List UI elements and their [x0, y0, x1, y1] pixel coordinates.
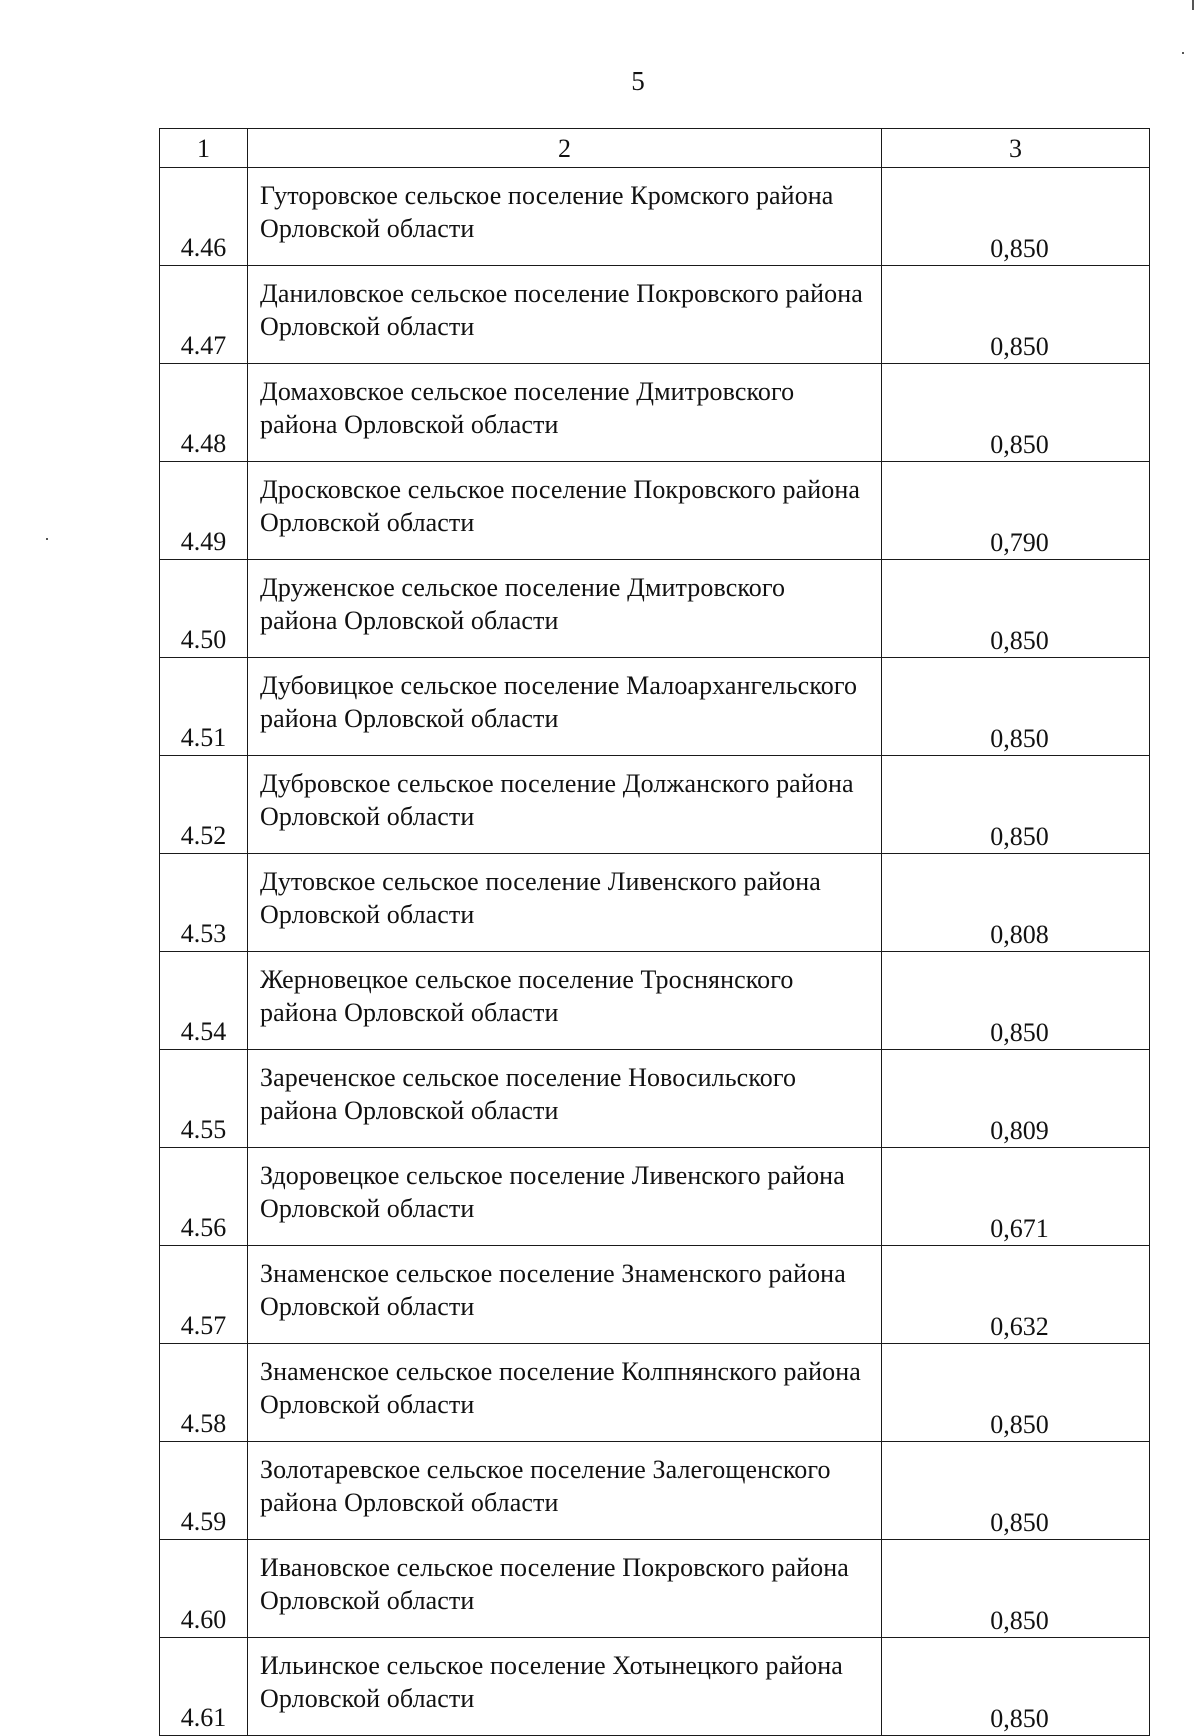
coefficient-value: 0,671: [882, 1148, 1150, 1246]
coefficient-value: 0,850: [882, 364, 1150, 462]
coefficient-value: 0,808: [882, 854, 1150, 952]
settlement-name: Даниловское сельское поселение Покровского района Орловской области: [248, 266, 882, 364]
scan-speck: [1192, 0, 1194, 10]
settlement-coefficient-table: [159, 128, 1150, 1736]
settlement-name: Домаховское сельское поселение Дмитровского района Орловской области: [248, 364, 882, 462]
row-number: 4.48: [160, 364, 248, 462]
settlement-name: Дросковское сельское поселение Покровского района Орловской области: [248, 462, 882, 560]
coefficient-value: 0,850: [882, 168, 1150, 266]
coefficient-value: 0,850: [882, 1442, 1150, 1540]
settlement-name: Зареченское сельское поселение Новосильского района Орловской области: [248, 1050, 882, 1148]
table-row: [160, 1442, 1150, 1540]
row-number: 4.46: [160, 168, 248, 266]
coefficient-value: 0,850: [882, 560, 1150, 658]
row-number: 4.60: [160, 1540, 248, 1638]
row-number: 4.53: [160, 854, 248, 952]
row-number: 4.59: [160, 1442, 248, 1540]
column-header-3: 3: [882, 129, 1150, 168]
scan-speck: [1182, 52, 1184, 54]
row-number: 4.47: [160, 266, 248, 364]
coefficient-value: 0,850: [882, 1638, 1150, 1736]
row-number: 4.57: [160, 1246, 248, 1344]
table-row: [160, 364, 1150, 462]
settlement-name: Гуторовское сельское поселение Кромского района Орловской области: [248, 168, 882, 266]
settlement-name: Дубовицкое сельское поселение Малоархангельского района Орловской области: [248, 658, 882, 756]
table-row: [160, 168, 1150, 266]
row-number: 4.61: [160, 1638, 248, 1736]
coefficient-value: 0,809: [882, 1050, 1150, 1148]
row-number: 4.55: [160, 1050, 248, 1148]
settlement-name: Знаменское сельское поселение Колпнянского района Орловской области: [248, 1344, 882, 1442]
table-row: [160, 1246, 1150, 1344]
row-number: 4.50: [160, 560, 248, 658]
settlement-name: Дубровское сельское поселение Должанского района Орловской области: [248, 756, 882, 854]
row-number: 4.49: [160, 462, 248, 560]
coefficient-value: 0,850: [882, 1344, 1150, 1442]
table-row: [160, 658, 1150, 756]
table-row: [160, 1344, 1150, 1442]
table-row: [160, 1148, 1150, 1246]
row-number: 4.58: [160, 1344, 248, 1442]
row-number: 4.54: [160, 952, 248, 1050]
column-header-2: 2: [248, 129, 882, 168]
table-row: [160, 462, 1150, 560]
table-row: [160, 560, 1150, 658]
settlement-name: Ивановское сельское поселение Покровского района Орловской области: [248, 1540, 882, 1638]
scan-speck: [46, 538, 48, 540]
settlement-name: Дутовское сельское поселение Ливенского района Орловской области: [248, 854, 882, 952]
settlement-name: Друженское сельское поселение Дмитровского района Орловской области: [248, 560, 882, 658]
coefficient-value: 0,850: [882, 266, 1150, 364]
page-number: 5: [631, 66, 645, 96]
settlement-name: Ильинское сельское поселение Хотынецкого района Орловской области: [248, 1638, 882, 1736]
settlement-name: Жерновецкое сельское поселение Троснянского района Орловской области: [248, 952, 882, 1050]
settlement-name: Знаменское сельское поселение Знаменского района Орловской области: [248, 1246, 882, 1344]
coefficient-value: 0,850: [882, 952, 1150, 1050]
table-row: [160, 266, 1150, 364]
table-row: [160, 854, 1150, 952]
table-row: [160, 1050, 1150, 1148]
table-row: [160, 952, 1150, 1050]
coefficient-value: 0,850: [882, 756, 1150, 854]
coefficient-value: 0,850: [882, 1540, 1150, 1638]
table-header-row: [160, 129, 1150, 168]
row-number: 4.56: [160, 1148, 248, 1246]
coefficient-value: 0,790: [882, 462, 1150, 560]
row-number: 4.52: [160, 756, 248, 854]
row-number: 4.51: [160, 658, 248, 756]
column-header-1: 1: [160, 129, 248, 168]
table-row: [160, 756, 1150, 854]
table-row: [160, 1638, 1150, 1736]
settlement-name: Золотаревское сельское поселение Залегощенского района Орловской области: [248, 1442, 882, 1540]
coefficient-value: 0,850: [882, 658, 1150, 756]
table-row: [160, 1540, 1150, 1638]
coefficient-value: 0,632: [882, 1246, 1150, 1344]
settlement-name: Здоровецкое сельское поселение Ливенского района Орловской области: [248, 1148, 882, 1246]
